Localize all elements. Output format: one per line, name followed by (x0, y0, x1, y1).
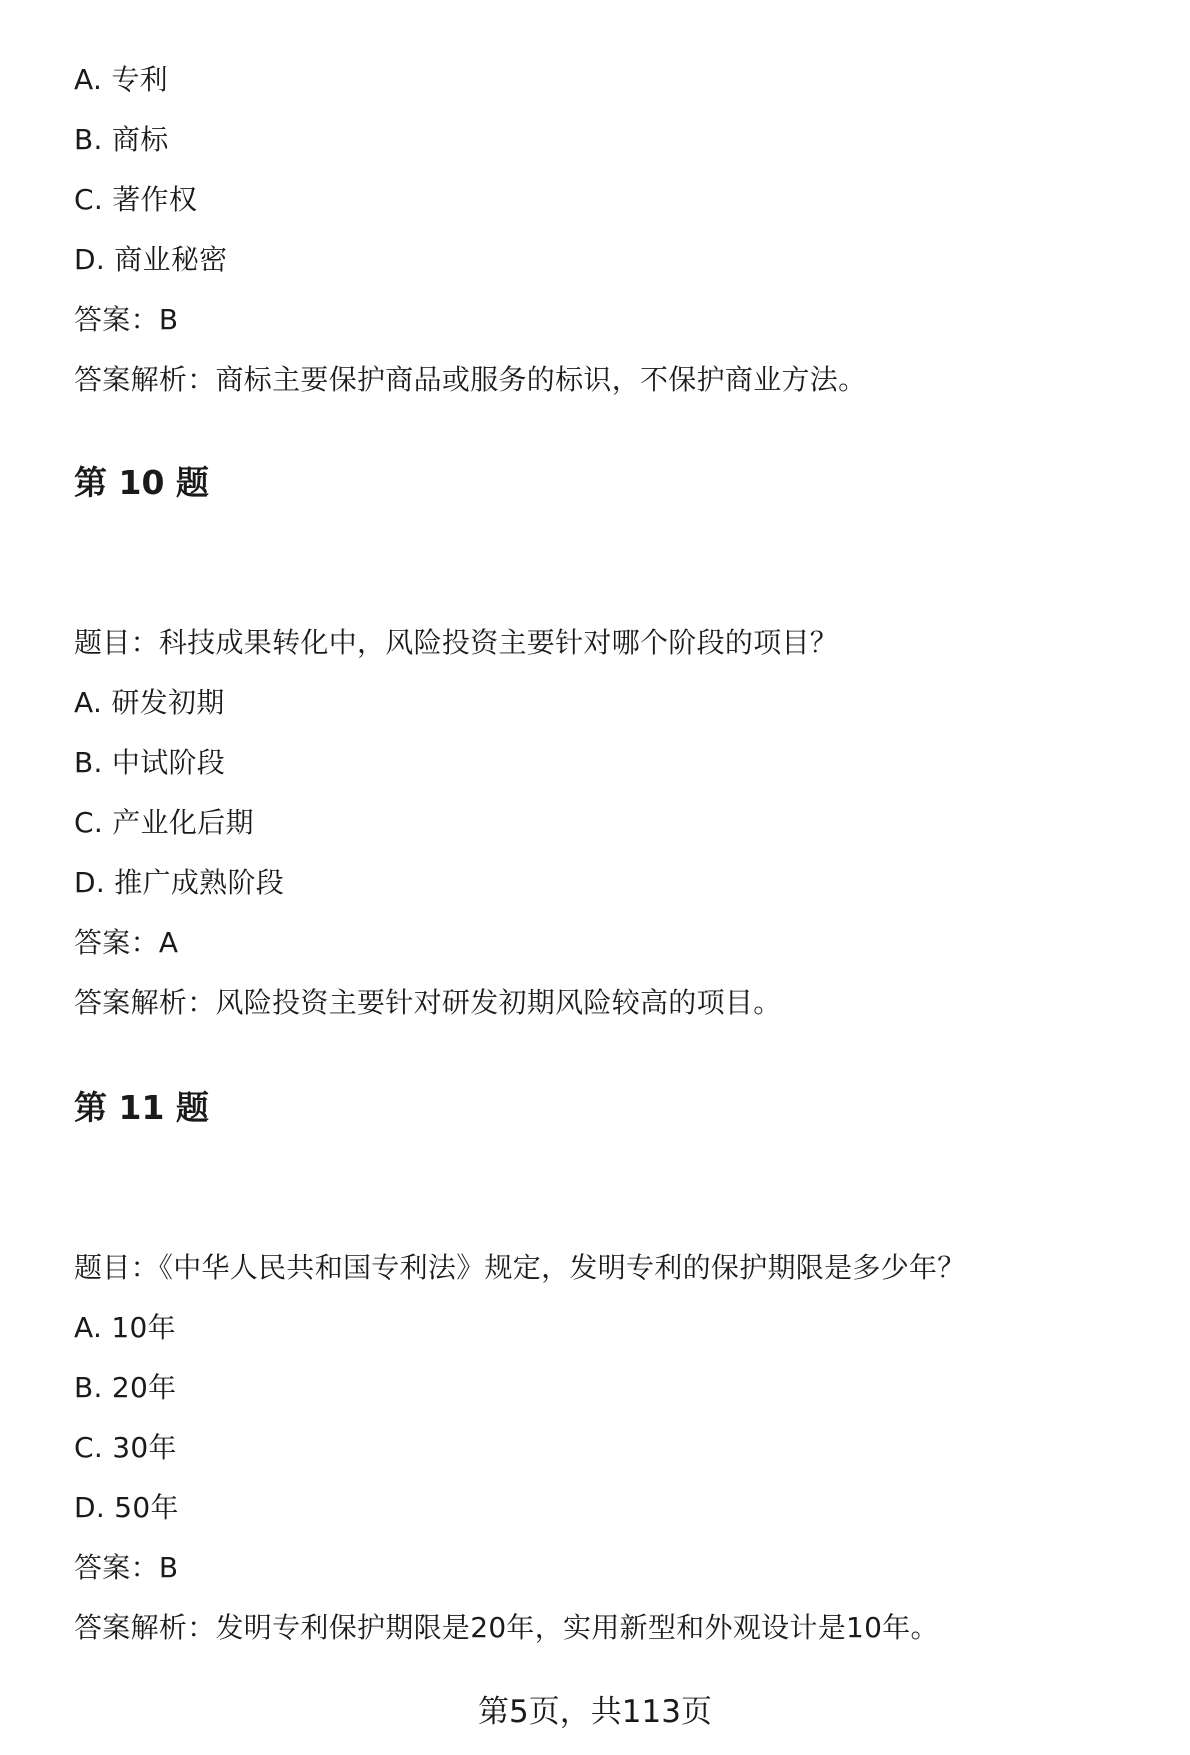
q11-option-d: D. 50年 (74, 1491, 179, 1524)
q9-answer: 答案：B (74, 303, 179, 336)
q10-option-a: A. 研发初期 (74, 686, 225, 719)
q11-heading: 第 11 题 (74, 1088, 209, 1127)
q11-analysis: 答案解析：发明专利保护期限是20年，实用新型和外观设计是10年。 (74, 1611, 939, 1644)
q9-analysis: 答案解析：商标主要保护商品或服务的标识，不保护商业方法。 (74, 363, 867, 396)
q10-option-c: C. 产业化后期 (74, 806, 254, 839)
page-indicator: 第5页，共113页 (478, 1694, 712, 1730)
q9-option-a: A. 专利 (74, 63, 168, 96)
q10-question: 题目：科技成果转化中，风险投资主要针对哪个阶段的项目？ (74, 626, 839, 659)
q11-option-b: B. 20年 (74, 1371, 177, 1404)
q9-option-c: C. 著作权 (74, 183, 198, 216)
q10-option-b: B. 中试阶段 (74, 746, 226, 779)
q11-option-c: C. 30年 (74, 1431, 177, 1464)
q10-option-d: D. 推广成熟阶段 (74, 866, 285, 899)
q9-option-d: D. 商业秘密 (74, 243, 228, 276)
q11-option-a: A. 10年 (74, 1311, 176, 1344)
q10-answer: 答案：A (74, 926, 179, 959)
q10-analysis: 答案解析：风险投资主要针对研发初期风险较高的项目。 (74, 986, 782, 1019)
q11-answer: 答案：B (74, 1551, 179, 1584)
q9-option-b: B. 商标 (74, 123, 169, 156)
q11-question: 题目：《中华人民共和国专利法》规定，发明专利的保护期限是多少年？ (74, 1251, 966, 1284)
q10-heading: 第 10 题 (74, 463, 209, 502)
